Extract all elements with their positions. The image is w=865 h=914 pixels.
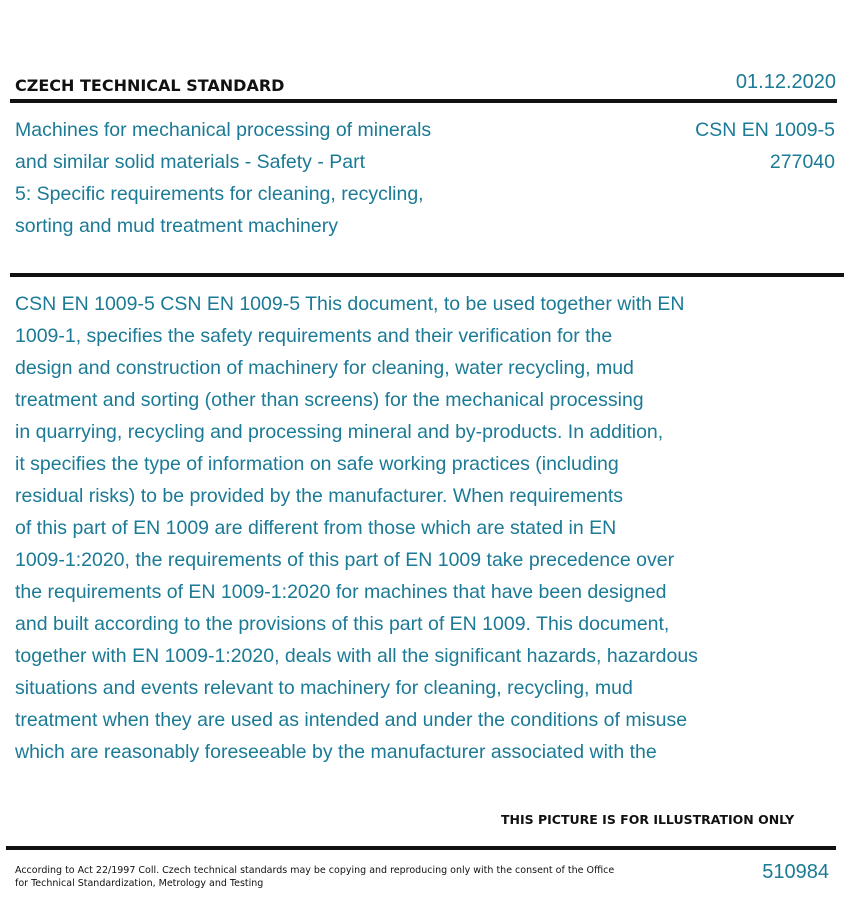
document-type-heading: CZECH TECHNICAL STANDARD [15, 76, 285, 95]
standard-code: CSN EN 1009-5 [695, 119, 835, 141]
legal-notice-line: for Technical Standardization, Metrology and Testing [15, 878, 264, 889]
footer-divider [6, 846, 836, 850]
illustration-disclaimer: THIS PICTURE IS FOR ILLUSTRATION ONLY [501, 812, 795, 827]
standard-title-line: sorting and mud treatment machinery [15, 215, 338, 237]
standard-identifiers [695, 114, 835, 178]
abstract-text [15, 288, 790, 768]
abstract-line: together with EN 1009-1:2020, deals with all the significant hazards, hazardous [15, 645, 698, 667]
header-divider [10, 99, 837, 103]
abstract-line: which are reasonably foreseeable by the manufacturer associated with the [15, 741, 657, 763]
standard-title-line: Machines for mechanical processing of minerals [15, 119, 432, 141]
title-divider [10, 273, 844, 277]
abstract-line: 1009-1:2020, the requirements of this part of EN 1009 take precedence over [15, 549, 675, 571]
abstract-line: design and construction of machinery for cleaning, water recycling, mud [15, 357, 634, 379]
abstract-line: the requirements of EN 1009-1:2020 for machines that have been designed [15, 581, 667, 603]
abstract-line: treatment when they are used as intended and under the conditions of misuse [15, 709, 688, 731]
abstract-line: CSN EN 1009-5 CSN EN 1009-5 This document, to be used together with EN [15, 293, 685, 315]
abstract-line: situations and events relevant to machinery for cleaning, recycling, mud [15, 677, 633, 699]
footer-document-number: 510984 [762, 861, 829, 883]
abstract-line: of this part of EN 1009 are different from those which are stated in EN [15, 517, 617, 539]
publication-date: 01.12.2020 [735, 71, 836, 93]
abstract-line: and built according to the provisions of this part of EN 1009. This document, [15, 613, 670, 635]
legal-notice-line: According to Act 22/1997 Coll. Czech technical standards may be copying and reproducing only with the consent of the Office [15, 865, 615, 876]
standard-title-line: and similar solid materials - Safety - Part [15, 151, 366, 173]
legal-notice [15, 864, 615, 890]
abstract-line: in quarrying, recycling and processing mineral and by-products. In addition, [15, 421, 664, 443]
catalog-number: 277040 [769, 151, 835, 173]
standard-title [15, 114, 495, 242]
standard-title-line: 5: Specific requirements for cleaning, recycling, [15, 183, 424, 205]
abstract-line: residual risks) to be provided by the manufacturer. When requirements [15, 485, 624, 507]
abstract-line: treatment and sorting (other than screens) for the mechanical processing [15, 389, 644, 411]
abstract-line: it specifies the type of information on safe working practices (including [15, 453, 619, 475]
abstract-line: 1009-1, specifies the safety requirements and their verification for the [15, 325, 613, 347]
